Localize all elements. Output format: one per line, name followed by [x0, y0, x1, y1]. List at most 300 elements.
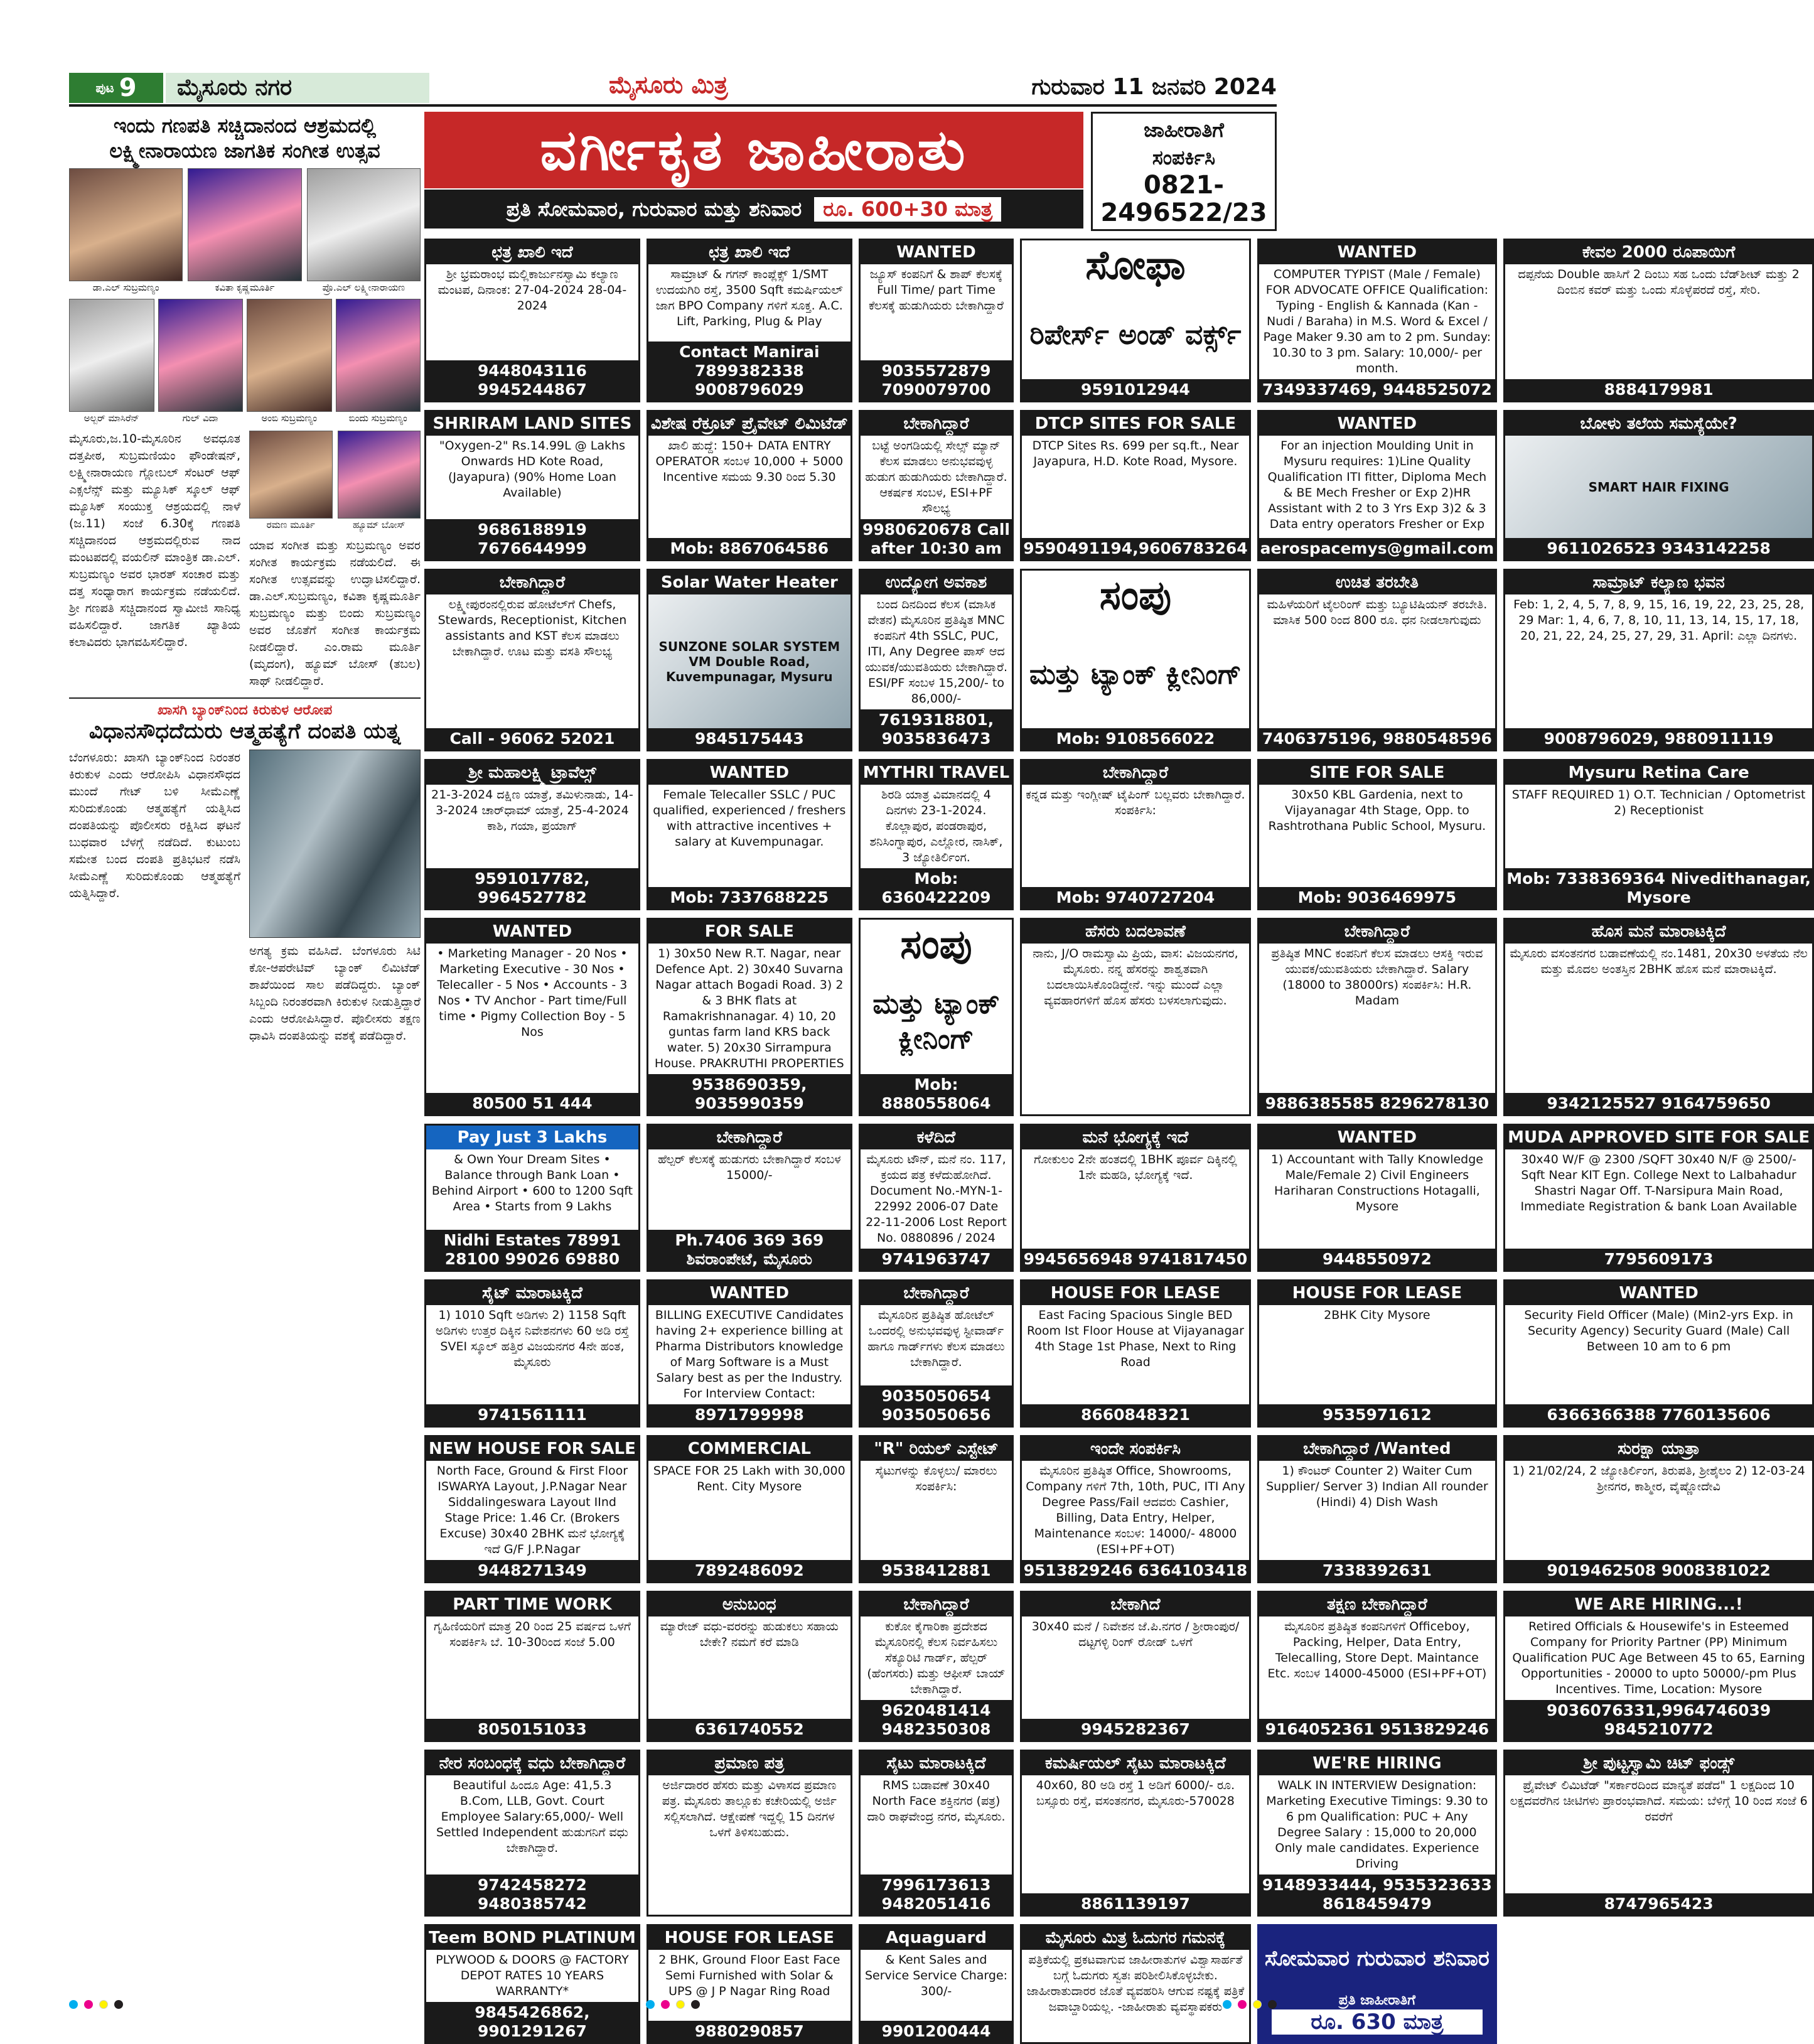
- publication-days: ಪ್ರತಿ ಸೋಮವಾರ, ಗುರುವಾರ ಮತ್ತು ಶನಿವಾರ: [506, 196, 802, 221]
- classifieds-subtitle-bar: [424, 190, 1083, 229]
- ad-title: ಸೋಫಾ: [1085, 242, 1186, 289]
- ad-body: ದಪ್ಪನೆಯ Double ಹಾಸಿಗೆ 2 ದಿಂಬು ಸಹ ಒಂದು ಬೆಡ್‌ಶೀಟ್ ಮತ್ತು 2 ದಿಂಬಿನ ಕವರ್ ಮತ್ತು ಒಂದು ಸೊಳ್ಳೆಪರದೆ ರಸ್ತೆ, ಸೇರಿ.: [1518, 267, 1800, 297]
- ad-body: & Own Your Dream Sites • Balance through Bank Loan • Behind Airport • 600 to 1200 Sqft Area • Starts from 9 Lakhs: [431, 1153, 633, 1213]
- ad-body: ಹೆಲ್ಪರ್ ಕೆಲಸಕ್ಕೆ ಹುಡುಗರು ಬೇಕಾಗಿದ್ದಾರೆ ಸಂಬಳ 15000/-: [658, 1153, 841, 1182]
- ad-body: 2BHK City Mysore: [1324, 1308, 1430, 1322]
- ad-phone: 7795609173: [1505, 1249, 1812, 1270]
- ad-phone: 9686188919 7676644999: [426, 519, 638, 559]
- classifieds-banner: [424, 112, 1083, 231]
- artist-photo: [338, 431, 421, 519]
- artist-photo: [247, 299, 332, 412]
- ad-body: ಮಹಿಳೆಯರಿಗೆ ಟೈಲರಿಂಗ್ ಮತ್ತು ಬ್ಯೂಟಿಷಿಯನ್ ತರಬೇತಿ. ಮಾಸಿಕ 500 ರಿಂದ 800 ರೂ. ಧನ ನೀಡಲಾಗುವುದು: [1267, 598, 1488, 627]
- ad-title: ಮೈಸೂರು ಮಿತ್ರ ಓದುಗರ ಗಮನಕ್ಕೆ: [1022, 1926, 1248, 1950]
- ad-body: ಪ್ರೈವೇಟ್ ಲಿಮಿಟೆಡ್ "ಸರ್ಕಾರದಿಂದ ಮಾನ್ಯತೆ ಪಡೆದ" 1 ಲಕ್ಷದಿಂದ 10 ಲಕ್ಷದವರೆಗಿನ ಚೀಟಿಗಳು ಪ್ರಾರಂಭವಾಗಿದೆ. ಸಮಯ: ಬೆಳಿಗ್ಗೆ 10 ರಿಂದ ಸಂಜೆ 6 ರವರೆಗೆ: [1510, 1778, 1808, 1824]
- ad-title: SITE FOR SALE: [1259, 761, 1495, 785]
- contact-phone: 2496522/23: [1100, 198, 1267, 227]
- ad-body: Security Field Officer (Male) (Min2-yrs Exp. in Security Agency) Security Guard (Male) Call Between 10 am to 6 pm: [1524, 1308, 1793, 1353]
- classified-ad: [1503, 1591, 1814, 1742]
- ad-phone: 9611026523 9343142258: [1505, 538, 1812, 559]
- ad-phone: 7338392631: [1259, 1560, 1495, 1581]
- ad-body: SPACE FOR 25 Lakh with 30,000 Rent. City Mysore: [653, 1464, 845, 1493]
- classified-ad: [647, 918, 852, 1116]
- ad-body: PLYWOOD & DOORS @ FACTORY DEPOT RATES 10 YEARS WARRANTY*: [436, 1953, 629, 1998]
- ad-title: ಬೇಕಾಗಿದ್ದಾರೆ: [861, 1281, 1012, 1305]
- classified-ad: [424, 239, 640, 402]
- artist-photo: [249, 431, 333, 519]
- ad-phone: Mob: 9740727204: [1022, 887, 1248, 908]
- ad-phone: 8861139197: [1022, 1893, 1248, 1915]
- ad-title: WE ARE HIRING...!: [1505, 1593, 1812, 1616]
- ad-body: 2 BHK, Ground Floor East Face Semi Furnished with Solar & UPS @ J P Nagar Ring Road: [658, 1953, 840, 1998]
- registration-dot: [84, 2000, 93, 2009]
- photo-caption: ಬಿಂದು ಸುಬ್ರಮಣ್ಯಂ: [348, 412, 407, 424]
- photo-row-1: [69, 168, 421, 295]
- classified-ad: [424, 569, 640, 751]
- ad-phone: 9886385585 8296278130: [1259, 1093, 1495, 1114]
- ad-body: ಕನ್ನಡ ಮತ್ತು ಇಂಗ್ಲೀಷ್ ಟೈಪಿಂಗ್ ಬಲ್ಲವರು ಬೇಕಾಗಿದ್ದಾರೆ. ಸಂಪರ್ಕಿಸಿ:: [1026, 788, 1245, 817]
- ad-phone: 9742458272 9480385742: [426, 1875, 638, 1915]
- ad-body: ಪತ್ರಿಕೆಯಲ್ಲಿ ಪ್ರಕಟವಾಗುವ ಜಾಹೀರಾತುಗಳ ವಿಶ್ವಾಸಾರ್ಹತೆ ಬಗ್ಗೆ ಓದುಗರು ಸ್ವತಃ ಪರಿಶೀಲಿಸಿಕೊಳ್ಳಬೇಕು. ಜಾಹೀರಾತುದಾರರ ಜೊತೆ ವ್ಯವಹರಿಸಿ ಆಗುವ ನಷ್ಟಕ್ಕೆ ಪತ್ರಿಕೆ ಜವಾಬ್ದಾರಿಯಲ್ಲ. -ಜಾಹೀರಾತು ವ್ಯವಸ್ಥಾಪಕರು: [1026, 1953, 1245, 2014]
- story-columns-2: [69, 745, 421, 1045]
- ad-phone: 7892486092: [648, 1560, 851, 1581]
- ad-title: ಸೈಟು ಮಾರಾಟಕ್ಕಿದೆ: [861, 1751, 1012, 1775]
- classified-ad: [859, 1591, 1014, 1742]
- ad-body: ಮೈಸೂರಿನ ಪ್ರತಿಷ್ಠಿತ ಕಂಪನಿಗಳಿಗೆ Officeboy, Packing, Helper, Data Entry, Telecalling, Store Dept. Maintance Etc. ಸಂಬಳ 14000-45000 (ESI+PF+OT): [1267, 1620, 1487, 1681]
- ad-body: "Oxygen-2" Rs.14.99L @ Lakhs Onwards HD Kote Road, (Jayapura) (90% Home Loan Available): [439, 439, 625, 500]
- ad-phone: 9901200444: [861, 2021, 1012, 2042]
- classified-ad: [859, 1124, 1014, 1272]
- classified-ad: [647, 1924, 852, 2044]
- ad-phone: 9036076331,9964746039 9845210772: [1505, 1700, 1812, 1740]
- registration-dot: [646, 2000, 655, 2009]
- classified-ad: [1503, 1750, 1814, 1917]
- ad-body: ಮ್ಯಾರೇಜ್ ವಧು-ವರರನ್ನು ಹುಡುಕಲು ಸಹಾಯ ಬೇಕೇ? ನಮಗೆ ಕರೆ ಮಾಡಿ: [660, 1620, 839, 1649]
- classified-ad: [1257, 1279, 1497, 1428]
- story-text: ಬೆಂಗಳೂರು: ಖಾಸಗಿ ಬ್ಯಾಂಕ್‌ನಿಂದ ನಿರಂತರ ಕಿರುಕುಳ ಎಂದು ಆರೋಪಿಸಿ ವಿಧಾನಸೌಧದ ಮುಂದೆ ಗೇಟ್ ಬಳಿ ಸೀಮೆಎಣ್ಣೆ ಸುರಿದುಕೊಂಡು ಆತ್ಮಹತ್ಯೆಗೆ ಯತ್ನಿಸಿದ ದಂಪತಿಯನ್ನು ಪೊಲೀಸರು ರಕ್ಷಿಸಿದ ಘಟನೆ ಬುಧವಾರ ಬೆಳಗ್ಗೆ ನಡೆದಿದೆ. ಕುಟುಂಬ ಸಮೇತ ಬಂದ ದಂಪತಿ ಪ್ರತಿಭಟನೆ ನಡೆಸಿ ಸೀಮೆಎಣ್ಣೆ ಸುರಿದುಕೊಂಡು ಆತ್ಮಹತ್ಯೆಗೆ ಯತ್ನಿಸಿದ್ದಾರೆ.: [69, 751, 240, 900]
- ad-body: ಬಂದ ದಿನದಿಂದ ಕೆಲಸ (ಮಾಸಿಕ ವೇತನ) ಮೈಸೂರಿನ ಪ್ರತಿಷ್ಠಿತ MNC ಕಂಪನಿಗೆ 4th SSLC, PUC, ITI, Any Degree ಪಾಸ್ ಆದ ಯುವಕ/ಯುವತಿಯರು ಬೇಕಾಗಿದ್ದಾರೆ. ESI/PF ಸಂಬಳ 15,200/- to 86,000/-: [864, 598, 1008, 706]
- classified-ad: [647, 1435, 852, 1583]
- ad-title: ಬೇಕಾಗಿದ್ದಾರೆ /Wanted: [1259, 1437, 1495, 1461]
- ad-phone: 9448043116 9945244867: [426, 360, 638, 401]
- classified-ad: [1503, 1124, 1814, 1272]
- registration-dot: [1223, 2000, 1232, 2009]
- kicker: ಖಾಸಗಿ ಬ್ಯಾಂಕ್‌ನಿಂದ ಕಿರುಕುಳ ಆರೋಪ: [69, 697, 421, 718]
- ad-title: COMMERCIAL: [648, 1437, 851, 1461]
- classified-ad: [859, 239, 1014, 402]
- ad-title: HOUSE FOR LEASE: [1259, 1281, 1495, 1305]
- registration-dot: [69, 2000, 78, 2009]
- ad-title: ಸಂಪು: [1099, 572, 1172, 619]
- classified-ad: [647, 1750, 852, 1917]
- classified-ad: [1503, 1279, 1814, 1428]
- ad-phone: 9538690359, 9035990359: [648, 1074, 851, 1114]
- ad-phone: Mob: 7337688225: [648, 887, 851, 908]
- ad-title: WANTED: [1259, 412, 1495, 436]
- classified-ad: [859, 1435, 1014, 1583]
- photo-caption: ಪ್ರೊ.ಎಲ್ ಲಕ್ಷ್ಮೀನಾರಾಯಣ: [322, 282, 405, 293]
- page-number-box: [69, 73, 163, 103]
- ad-title: Pay Just 3 Lakhs: [426, 1126, 638, 1149]
- ad-phone: 9448271349: [426, 1560, 638, 1581]
- photo-caption: ಹ್ಯೂಮ್ ಬೋಸ್: [353, 519, 405, 530]
- classified-ad: [1503, 569, 1814, 751]
- ad-title: FOR SALE: [648, 920, 851, 944]
- ad-title: ಕಳೆದಿದೆ: [861, 1126, 1012, 1149]
- ad-body: East Facing Spacious Single BED Room Ist Floor House at Vijayanagar 4th Stage 1st Phase, Next to Ring Road: [1026, 1308, 1244, 1369]
- ad-body: & Kent Sales and Service Service Charge: 300/-: [864, 1953, 1008, 1998]
- classified-ad: [1503, 410, 1814, 561]
- ad-body: Female Telecaller SSLC / PUC qualified, experienced / freshers with attractive incentives + salary at Kuvempunagar.: [653, 788, 846, 849]
- registration-dot: [676, 2000, 685, 2009]
- ad-phone: 9591017782, 9964527782: [426, 868, 638, 908]
- ad-title: WANTED: [648, 1281, 851, 1305]
- ad-title: ಶ್ರೀ ಮಹಾಲಕ್ಷ್ಮಿ ಟ್ರಾವೆಲ್ಸ್: [426, 761, 638, 785]
- ad-body: ಶಿರಡಿ ಯಾತ್ರ ವಿಮಾನದಲ್ಲಿ 4 ದಿನಗಳು 23-1-2024. ಕೊಲ್ಲಾಪುರ, ಪಂಡರಾಪುರ, ಶನಿಸಿಂಗ್ನಾಪುರ, ಎಲ್ಲೋರ, ನಾಸಿಕ್, 3 ಜ್ಯೋತಿರ್ಲಿಂಗ.: [869, 788, 1003, 864]
- ad-body: ಮೈಸೂರಿನ ಪ್ರತಿಷ್ಠಿತ Office, Showrooms, Company ಗಳಿಗೆ 7th, 10th, PUC, ITI Any Degree Pass/Fail ಆದವರು Cashier, Billing, Data Entry, Helper, Maintenance ಸಂಬಳ: 14000/- 48000 (ESI+PF+OT): [1026, 1464, 1245, 1556]
- ad-title: ನೇರ ಸಂಬಂಧಕ್ಕೆ ವಧು ಬೇಕಾಗಿದ್ದಾರೆ: [426, 1751, 638, 1775]
- ad-phone: 9538412881: [861, 1560, 1012, 1581]
- registration-dot: [1253, 2000, 1262, 2009]
- ad-title: ತಕ್ಷಣ ಬೇಕಾಗಿದ್ದಾರೆ: [1259, 1593, 1495, 1616]
- classified-ad: [647, 239, 852, 402]
- photo-caption: ಅಲ್ಬರ್ ಮಾಸಿರೆನ್: [83, 412, 139, 424]
- ad-phone: Mob: 9036469975: [1259, 887, 1495, 908]
- ad-phone: Mob: 8867064586: [648, 538, 851, 559]
- classified-ad: [1257, 410, 1497, 561]
- ad-body: ಸೈಟುಗಳನ್ನು ಕೊಳ್ಳಲು/ ಮಾರಲು ಸಂಪರ್ಕಿಸಿ:: [875, 1464, 997, 1493]
- photo-row-3: [249, 431, 421, 532]
- ad-title: ಪ್ರಮಾಣ ಪತ್ರ: [648, 1751, 851, 1775]
- color-registration-dots: [69, 2000, 123, 2009]
- ad-body: BILLING EXECUTIVE Candidates having 2+ experience billing at Pharma Distributors knowledge of Marg Software is a Must Salary best as per the Industry. For Interview Contact:: [655, 1308, 844, 1401]
- ad-title: ಬೇಕಾಗಿದ್ದಾರೆ: [426, 571, 638, 594]
- classified-ad: [1257, 1591, 1497, 1742]
- classified-ad: [647, 1591, 852, 1742]
- classifieds-contact-box: [1091, 112, 1277, 231]
- story-columns-1: [69, 426, 421, 690]
- ad-body: For an injection Moulding Unit in Mysuru requires: 1)Line Quality Qualification ITI fitter, Diploma Mech & BE Mech Fresher or Exp 2)HR Assistant with 2 to 3 Yrs Exp 3)2 & 3 Data entry operators Fresher or Exp: [1267, 439, 1487, 531]
- ad-body: 1) ಕೌಂಟರ್ Counter 2) Waiter Cum Supplier/ Server 3) Indian All rounder (Hindi) 4) Dish Wash: [1266, 1464, 1488, 1509]
- classified-ad: [1020, 918, 1250, 1116]
- ad-title: WANTED: [1505, 1281, 1812, 1305]
- artist-photo: [307, 168, 421, 281]
- classified-ad: [1257, 1435, 1497, 1583]
- headline-music-festival: ಇಂದು ಗಣಪತಿ ಸಚ್ಚಿದಾನಂದ ಆಶ್ರಮದಲ್ಲಿ ಲಕ್ಷ್ಮೀನಾರಾಯಣ ಜಾಗತಿಕ ಸಂಗೀತ ಉತ್ಸವ: [109, 114, 380, 163]
- ad-body: Feb: 1, 2, 4, 5, 7, 8, 9, 15, 16, 19, 22, 23, 25, 28, 29 Mar: 1, 4, 6, 7, 8, 10, 11, 13, 14, 15, 17, 18, 20, 21, 22, 24, 25, 27, 29, 31. April: ಎಲ್ಲಾ ದಿನಗಳು.: [1513, 598, 1805, 643]
- classified-ad: [1020, 239, 1250, 402]
- classified-ad: [1020, 759, 1250, 910]
- ad-body: WALK IN INTERVIEW Designation: Marketing Executive Timings: 9.30 to 6 pm Qualification: PUC + Any Degree Salary : 15,000 to 20,000 Only male candidates. Experience Driving: [1266, 1778, 1488, 1871]
- classified-ad: [424, 410, 640, 561]
- ad-body: ಖಾಲಿ ಹುದ್ದೆ: 150+ DATA ENTRY OPERATOR ಸಂಬಳ 10,000 + 5000 Incentive ಸಮಯ 9.30 ರಿಂದ 5.30: [655, 439, 844, 484]
- classified-ad: [859, 759, 1014, 910]
- ad-title: ಅನುಬಂಧ: [648, 1593, 851, 1616]
- ad-title: SHRIRAM LAND SITES: [426, 412, 638, 436]
- ad-title: ಶ್ರೀ ಪುಟ್ಟಸ್ವಾಮಿ ಚಿಟ್ ಫಂಡ್ಸ್: [1505, 1751, 1812, 1775]
- story-text: ಮೈಸೂರು,ಜ.10-ಮೈಸೂರಿನ ಅವಧೂತ ದತ್ತಪೀಠ, ಸುಬ್ರಮಣಿಯಂ ಫೌಂಡೇಷನ್, ಲಕ್ಷ್ಮೀನಾರಾಯಣ ಗ್ಲೋಬಲ್ ಸೆಂಟರ್ ಆಫ್ ಎಕ್ಸಲೆನ್ಸ್ ಮತ್ತು ಮ್ಯೂಸಿಕ್ ಸ್ಕೂಲ್ ಆಫ್ ಮ್ಯೂಸಿಕ್ ಸಂಯುಕ್ತ ಆಶ್ರಯದಲ್ಲಿ ನಾಳೆ (ಜ.11) ಸಂಜೆ 6.30ಕ್ಕೆ ಗಣಪತಿ ಸಚ್ಚಿದಾನಂದ ಆಶ್ರಮದಲ್ಲಿರುವ ನಾದ ಮಂಟಪದಲ್ಲಿ ವಯಲಿನ್ ಮಾಂತ್ರಿಕ ಡಾ.ಎಲ್. ಸುಬ್ರಮಣ್ಯಂ ಅವರ ಭಾರತ್ ಸಂಚಾರ ಮತ್ತು ದತ್ತ ಸಂಧ್ಯಾರಾಗ ಕಾರ್ಯಕ್ರಮ ನಡೆಯಲಿದೆ. ಶ್ರೀ ಗಣಪತಿ ಸಚ್ಚಿದಾನಂದ ಸ್ವಾಮೀಜಿ ಸಾನಿಧ್ಯ ವಹಿಸಲಿದ್ದಾರೆ. ಜಾಗತಿಕ ಖ್ಯಾತಿಯ ಕಲಾವಿದರು ಭಾಗವಹಿಸಲಿದ್ದಾರೆ.: [69, 432, 240, 649]
- ad-body: 1) 30x50 New R.T. Nagar, near Defence Apt. 2) 30x40 Suvarna Nagar attach Bogadi Road. 3) 2 & 3 BHK flats at Ramakrishnanagar. 4) 10, 20 guntas farm land KRS back water. 5) 20x30 Sirrampura House. PRAKRUTHI PROPERTIES: [654, 947, 844, 1070]
- photo-caption: ಅಂಬಿ ಸುಬ್ರಮಣ್ಯಂ: [261, 412, 318, 424]
- ad-title: Teem BOND PLATINUM: [426, 1926, 638, 1950]
- ad-phone: 80500 51 444: [426, 1093, 638, 1114]
- ad-title: ಹೊಸ ಮನೆ ಮಾರಾಟಕ್ಕಿದೆ: [1505, 920, 1812, 944]
- page-label: ಪುಟ: [95, 80, 114, 95]
- ad-title: HOUSE FOR LEASE: [1022, 1281, 1248, 1305]
- classified-ad: [1020, 410, 1250, 561]
- classified-ad: [424, 1750, 640, 1917]
- ad-phone: 8660848321: [1022, 1404, 1248, 1426]
- classifieds-title: ವರ್ಗೀಕೃತ ಜಾಹೀರಾತು: [424, 112, 1083, 188]
- ad-body: ಮೈಸೂರಿನ ಪ್ರತಿಷ್ಠಿತ ಹೋಟೆಲ್ ಒಂದರಲ್ಲಿ ಅನುಭವವುಳ್ಳ ಸ್ಟೀವಾರ್ಡ್ ಹಾಗೂ ಗಾರ್ಡ್‌ಗಳು ಕೆಲಸ ಮಾಡಲು ಬೇಕಾಗಿದ್ದಾರೆ.: [867, 1308, 1005, 1369]
- classified-ad: [647, 1279, 852, 1428]
- ad-phone: aerospacemys@gmail.com: [1259, 538, 1495, 559]
- color-registration-dots: [1223, 2000, 1277, 2009]
- ad-title: PART TIME WORK: [426, 1593, 638, 1616]
- ad-body: SMART HAIR FIXING: [1505, 436, 1812, 538]
- ad-body: ಮೈಸೂರು ವಸಂತನಗರ ಬಡಾವಣೆಯಲ್ಲಿ ನಂ.1481, 20x30 ಅಳತೆಯ ನೆಲ ಮತ್ತು ಮೊದಲ ಅಂತಸ್ತಿನ 2BHK ಹೊಸ ಮನೆ ಮಾರಾಟಕ್ಕಿದೆ.: [1510, 947, 1808, 976]
- classified-ad: [1257, 1124, 1497, 1272]
- photo-caption: ಗುಲ್ ವಿದಾ: [182, 412, 218, 424]
- ad-body: RMS ಬಡಾವಣೆ 30x40 North Face ಶಕ್ತಿನಗರ (ಪತ್ರ) ದಾರಿ ರಾಘವೇಂದ್ರ ನಗರ, ಮೈಸೂರು.: [867, 1778, 1006, 1824]
- ad-phone: 9880290857: [648, 2021, 851, 2042]
- ad-body: COMPUTER TYPIST (Male / Female) FOR ADVOCATE OFFICE Qualification: Typing - English & Kannada (Kan - Nudi / Baraha) in M.S. Word & Excel / Page Maker 9.30 am to 2 pm. Sunday: 10.30 to 3 pm. Salary: 10,000/- per month.: [1263, 267, 1491, 375]
- ad-phone: 9448550972: [1259, 1249, 1495, 1270]
- photo-row-2: [69, 299, 421, 426]
- news-photo: [249, 750, 421, 938]
- ad-title: ಉದ್ಯೋಗ ಅವಕಾಶ: [861, 571, 1012, 594]
- ad-phone: 9845175443: [648, 728, 851, 750]
- contact-phone: 0821-: [1144, 171, 1224, 200]
- ad-title: Mysuru Retina Care: [1505, 761, 1812, 785]
- ad-body: ಬಟ್ಟೆ ಅಂಗಡಿಯಲ್ಲಿ ಸೇಲ್ಸ್ ಮ್ಯಾನ್ ಕೆಲಸ ಮಾಡಲು ಅನುಭವವುಳ್ಳ ಹುಡುಗ ಹುಡುಗಿಯರು ಬೇಕಾಗಿದ್ದಾರೆ. ಆಕರ್ಷಕ ಸಂಬಳ, ESI+PF ಸೌಲಭ್ಯ: [865, 439, 1007, 515]
- photo-caption: ಡಾ.ಎಲ್ ಸುಬ್ರಮಣ್ಯಂ: [92, 282, 159, 293]
- ad-phone: 6366366388 7760135606: [1505, 1404, 1812, 1426]
- ad-title: ಬೇಕಾಗಿದ್ದಾರೆ: [1022, 761, 1248, 785]
- ad-phone: Call - 96062 52021: [426, 728, 638, 750]
- photo-caption: ಕವಿತಾ ಕೃಷ್ಣಮೂರ್ತಿ: [215, 282, 275, 293]
- ad-title: NEW HOUSE FOR SALE: [426, 1437, 638, 1461]
- ad-title: Aquaguard: [861, 1926, 1012, 1950]
- classified-ad: [1503, 1435, 1814, 1583]
- classified-ad: [1257, 1924, 1497, 2044]
- ad-phone: 9342125527 9164759650: [1505, 1093, 1812, 1114]
- classified-ad: [647, 1124, 852, 1272]
- ad-body: Beautiful ಹಿಂದೂ Age: 41,5.3 B.Com, LLB, Govt. Court Employee Salary:65,000/- Well Settled Independent ಹುಡುಗನಿಗೆ ವಧು ಬೇಕಾಗಿದ್ದಾರೆ.: [436, 1778, 628, 1855]
- promo-subtitle: ಪ್ರತಿ ಜಾಹೀರಾತಿಗೆ: [1259, 1991, 1495, 2009]
- ad-title: ಛತ್ರ ಖಾಲಿ ಇದೆ: [426, 240, 638, 264]
- ad-title: ಬೇಕಾಗಿದ್ದಾರೆ: [1259, 920, 1495, 944]
- classified-ad: [1503, 918, 1814, 1116]
- registration-dot: [114, 2000, 123, 2009]
- ad-title: MYTHRI TRAVEL: [861, 761, 1012, 785]
- ad-body: ಶ್ರೀ ಭ್ರಮರಾಂಭ ಮಲ್ಲಿಕಾರ್ಜುನಸ್ವಾಮಿ ಕಲ್ಯಾಣ ಮಂಟಪ, ದಿನಾಂಕ: 27-04-2024 28-04-2024: [437, 267, 627, 313]
- registration-dot: [691, 2000, 700, 2009]
- story-text: ಅಗತ್ಯ ಕ್ರಮ ವಹಿಸಿದೆ. ಬೆಂಗಳೂರು ಸಿಟಿ ಕೋ-ಆಪರೇಟಿವ್ ಬ್ಯಾಂಕ್ ಲಿಮಿಟೆಡ್ ಶಾಖೆಯಿಂದ ಸಾಲ ಪಡೆದಿದ್ದರು. ಬ್ಯಾಂಕ್ ಸಿಬ್ಬಂದಿ ನಿರಂತರವಾಗಿ ಕಿರುಕುಳ ನೀಡುತ್ತಿದ್ದಾರೆ ಎಂದು ಆರೋಪಿಸಿದ್ದಾರೆ. ಪೊಲೀಸರು ತಕ್ಷಣ ಧಾವಿಸಿ ದಂಪತಿಯನ್ನು ವಶಕ್ಕೆ ಪಡೆದಿದ್ದಾರೆ.: [249, 944, 421, 1043]
- ad-phone: 9980620678 Call after 10:30 am: [861, 519, 1012, 559]
- ad-title: ವಿಶೇಷ ರೆಕ್ರೂಟ್ ಪ್ರೈವೇಟ್ ಲಿಮಿಟೆಡ್: [648, 412, 851, 436]
- ad-body: 1) 1010 Sqft ಅಡಿಗಳು 2) 1158 Sqft ಅಡಿಗಳು ಉತ್ತರ ದಿಕ್ಕಿನ ನಿವೇಶನಗಳು 60 ಅಡಿ ರಸ್ತೆ SVEI ಸ್ಕೂಲ್ ಹತ್ತಿರ ವಿಜಯನಗರ 4ನೇ ಹಂತ, ಮೈಸೂರು: [435, 1308, 629, 1369]
- classified-ad: [1503, 759, 1814, 910]
- ad-title: ಮನೆ ಭೋಗ್ಯಕ್ಕೆ ಇದೆ: [1022, 1126, 1248, 1149]
- ad-phone: 9590491194,9606783264: [1022, 538, 1248, 559]
- color-registration-dots: [646, 2000, 700, 2009]
- ad-body: ಪ್ರತಿಷ್ಠಿತ MNC ಕಂಪನಿಗೆ ಕೆಲಸ ಮಾಡಲು ಆಸಕ್ತಿ ಇರುವ ಯುವಕ/ಯುವತಿಯರು ಬೇಕಾಗಿದ್ದಾರೆ. Salary (18000 to 38000rs) ಸಂಪರ್ಕಿಸಿ: H.R. Madam: [1271, 947, 1483, 1008]
- ad-phone: 8884179981: [1505, 379, 1812, 401]
- ad-body: 30x40 ಮನೆ / ನಿವೇಶನ ಜೆ.ಪಿ.ನಗರ / ಶ್ರೀರಾಂಪುರ/ ದಟ್ಟಗಳ್ಳಿ ರಿಂಗ್ ರೋಡ್ ಒಳಗೆ: [1031, 1620, 1240, 1649]
- classified-ad: [424, 1924, 640, 2044]
- classified-ad: [859, 1750, 1014, 1917]
- ad-phone: 6361740552: [648, 1719, 851, 1740]
- classified-ad: [1020, 1435, 1250, 1583]
- ad-phone: 9945656948 9741817450: [1022, 1249, 1248, 1270]
- classified-ad: [424, 759, 640, 910]
- registration-dot: [661, 2000, 670, 2009]
- classified-ad: [1020, 1124, 1250, 1272]
- ad-phone: 9741561111: [426, 1404, 638, 1426]
- ad-phone: Nidhi Estates 78991 28100 99026 69880: [426, 1230, 638, 1270]
- masthead-logo: ಮೈಸೂರು ಮಿತ್ರ: [609, 70, 728, 99]
- headline-suicide-attempt: ವಿಧಾನಸೌಧದೆದುರು ಆತ್ಮಹತ್ಯೆಗೆ ದಂಪತಿ ಯತ್ನ: [89, 719, 401, 744]
- ad-body: North Face, Ground & First Floor ISWARYA Layout, J.P.Nagar Near Siddalingeswara Layout IInd Stage Price: 1.46 Cr. (Brokers Excuse) 30x40 2BHK ಮನೆ ಭೋಗ್ಯಕ್ಕೆ ಇದೆ G/F J.P.Nagar: [436, 1464, 628, 1556]
- ad-phone: 7406375196, 9880548596: [1259, 728, 1495, 750]
- ad-body: ಮತ್ತು ಟ್ಯಾಂಕ್ ಕ್ಲೀನಿಂಗ್: [1029, 658, 1242, 691]
- ad-phone: 9035050654 9035050656: [861, 1385, 1012, 1426]
- ad-phone: 9535971612: [1259, 1404, 1495, 1426]
- ad-phone: 9591012944: [1022, 379, 1248, 401]
- classified-ad: [424, 918, 640, 1116]
- ad-title: WANTED: [426, 920, 638, 944]
- ad-phone: 9008796029, 9880911119: [1505, 728, 1812, 750]
- ad-title: ಬೇಕಾಗಿದ್ದಾರೆ: [861, 412, 1012, 436]
- classified-ad: [647, 410, 852, 561]
- classified-ad: [1020, 1750, 1250, 1917]
- ad-phone: Mob: 6360422209: [861, 868, 1012, 908]
- classified-ad: [1020, 569, 1250, 751]
- ad-title: ಹೆಸರು ಬದಲಾವಣೆ: [1022, 920, 1248, 944]
- ad-body: ಮತ್ತು ಟ್ಯಾಂಕ್ ಕ್ಲೀನಿಂಗ್: [872, 988, 1000, 1055]
- ad-body: 21-3-2024 ದಕ್ಷಿಣ ಯಾತ್ರೆ, ತಮಿಳುನಾಡು, 14-3-2024 ಚಾರ್‌ಧಾಮ್ ಯಾತ್ರೆ, 25-4-2024 ಕಾಶಿ, ಗಯಾ, ಪ್ರಯಾಗ್: [431, 788, 633, 833]
- classified-ad: [1020, 1591, 1250, 1742]
- classified-ad: [1020, 1279, 1250, 1428]
- ad-title: ಸಂಪು: [900, 921, 972, 968]
- ad-title: DTCP SITES FOR SALE: [1022, 412, 1248, 436]
- ad-body: SUNZONE SOLAR SYSTEM VM Double Road, Kuvempunagar, Mysuru: [648, 594, 851, 728]
- classified-ad: [1257, 239, 1497, 402]
- artist-photo: [69, 168, 183, 281]
- classified-ad: [859, 1924, 1014, 2044]
- classified-ad: [1257, 918, 1497, 1116]
- registration-dot: [1238, 2000, 1247, 2009]
- ad-phone: 9035572879 7090079700: [861, 360, 1012, 401]
- ad-title: ಬೋಳು ತಲೆಯ ಸಮಸ್ಯೆಯೇ?: [1505, 412, 1812, 436]
- page-number: 9: [119, 73, 137, 102]
- ad-phone: 8747965423: [1505, 1893, 1812, 1915]
- ad-body: ಗೋಕುಲಂ 2ನೇ ಹಂತದಲ್ಲಿ 1BHK ಪೂರ್ವ ದಿಕ್ಕಿನಲ್ಲಿ 1ನೇ ಮಹಡಿ, ಭೋಗ್ಯಕ್ಕೆ ಇದೆ.: [1034, 1153, 1237, 1182]
- ad-body: ಲಕ್ಷ್ಮೀಪುರಂನಲ್ಲಿರುವ ಹೋಟೆಲ್‌ಗೆ Chefs, Stewards, Receptionist, Kitchen assistants and KST ಕೆಲಸ ಮಾಡಲು ಬೇಕಾಗಿದ್ದಾರೆ. ಊಟ ಮತ್ತು ವಸತಿ ಸೌಲಭ್ಯ: [437, 598, 627, 659]
- ad-title: ಬೇಕಾಗಿದೆ: [1022, 1593, 1248, 1616]
- artist-photo: [158, 299, 244, 412]
- ad-body: ಗೃಹಿಣಿಯರಿಗೆ ಮಾತ್ರ 20 ರಿಂದ 25 ವರ್ಷದ ಒಳಗೆ ಸಂಪರ್ಕಿಸಿ ಬೆ. 10-30ರಿಂದ ಸಂಜೆ 5.00: [433, 1620, 631, 1649]
- ad-phone: Contact Manirai 7899382338 9008796029: [648, 342, 851, 401]
- ad-title: ಕೇವಲ 2000 ರೂಪಾಯಿಗೆ: [1505, 240, 1812, 264]
- ad-title: ಉಚಿತ ತರಬೇತಿ: [1259, 571, 1495, 594]
- ad-body: 30x40 W/F @ 2300 /SQFT 30x40 N/F @ 2500/- Sqft Near KIT Egn. College Next to Lalbahadur Shastri Nagar Off. T-Narsipura Main Road, Immediate Registration & bank Loan Available: [1520, 1153, 1797, 1213]
- ad-phone: 8971799998: [648, 1404, 851, 1426]
- classified-ad: [424, 1124, 640, 1272]
- classified-ad: [647, 569, 852, 751]
- ad-phone: 9620481414 9482350308: [861, 1700, 1012, 1740]
- ad-phone: 9164052361 9513829246: [1259, 1719, 1495, 1740]
- ad-body: ಅರ್ಜಿದಾರರ ಹೆಸರು ಮತ್ತು ವಿಳಾಸದ ಪ್ರಮಾಣ ಪತ್ರ. ಮೈಸೂರು ತಾಲ್ಲೂಕು ಕಚೇರಿಯಲ್ಲಿ ಅರ್ಜಿ ಸಲ್ಲಿಸಲಾಗಿದೆ. ಆಕ್ಷೇಪಣೆ ಇದ್ದಲ್ಲಿ 15 ದಿನಗಳ ಒಳಗೆ ತಿಳಿಸಬಹುದು.: [662, 1778, 837, 1839]
- ad-body: DTCP Sites Rs. 699 per sq.ft., Near Jayapura, H.D. Kote Road, Mysore.: [1032, 439, 1239, 468]
- artist-photo: [336, 299, 421, 412]
- promo-days: ಸೋಮವಾರ ಗುರುವಾರ ಶನಿವಾರ: [1259, 1926, 1495, 1991]
- ad-phone: Mob: 9108566022: [1022, 728, 1248, 750]
- ad-phone: 9741963747: [861, 1249, 1012, 1270]
- ad-body: • Marketing Manager - 20 Nos • Marketing Executive - 30 Nos • Telecaller - 5 Nos • Accounts - 3 Nos • TV Anchor - Part time/Full time • Pigmy Collection Boy - 5 Nos: [437, 947, 628, 1039]
- ad-phone: 7996173613 9482051416: [861, 1875, 1012, 1915]
- classified-ads-grid: [424, 239, 1811, 2040]
- ad-title: WANTED: [1259, 240, 1495, 264]
- ad-title: MUDA APPROVED SITE FOR SALE: [1505, 1126, 1812, 1149]
- ad-phone: Mob: 7338369364 Nivedithanagar, Mysore: [1505, 868, 1812, 908]
- classified-ad: [424, 1435, 640, 1583]
- classified-ad: [1503, 239, 1814, 402]
- artist-photo: [69, 299, 154, 412]
- story-text: ಯಾವ ಸಂಗೀತ ಮತ್ತು ಸುಬ್ರಮಣ್ಯಂ ಅವರ ಸಂಗೀತ ಕಾರ್ಯಕ್ರಮ ನಡೆಯಲಿದೆ. ಈ ಸಂಗೀತ ಉತ್ಸವವನ್ನು ಉದ್ಘಾಟಿಸಲಿದ್ದಾರೆ. ಡಾ.ಎಲ್.ಸುಬ್ರಮಣ್ಯಂ, ಕವಿತಾ ಕೃಷ್ಣಮೂರ್ತಿ ಸುಬ್ರಮಣ್ಯಂ ಮತ್ತು ಬಿಂದು ಸುಬ್ರಮಣ್ಯಂ ಅವರ ಜೊತೆಗೆ ಸಂಗೀತ ಕಾರ್ಯಕ್ರಮ ನೀಡಲಿದ್ದಾರೆ. ಎಂ.ರಾಮ ಮೂರ್ತಿ (ಮೃದಂಗ), ಹ್ಯೂಮ್ ಬೋಸ್ (ತಬಲ) ಸಾಥ್ ನೀಡಲಿದ್ದಾರೆ.: [249, 539, 421, 688]
- ad-phone: 8050151033: [426, 1719, 638, 1740]
- ad-body: ಜ್ಯೂಸ್ ಕಂಪನಿಗೆ & ಶಾಪ್ ಕೆಲಸಕ್ಕೆ Full Time/ part Time ಕೆಲಸಕ್ಕೆ ಹುಡುಗಿಯರು ಬೇಕಾಗಿದ್ದಾರೆ: [869, 267, 1004, 313]
- registration-dot: [1268, 2000, 1277, 2009]
- ad-title: WE'RE HIRING: [1259, 1751, 1495, 1775]
- ad-phone: Mob: 8880558064: [861, 1074, 1012, 1114]
- ad-title: ಇಂದೇ ಸಂಪರ್ಕಿಸಿ: [1022, 1437, 1248, 1461]
- ad-body: 30x50 KBL Gardenia, next to Vijayanagar 4th Stage, Opp. to Rashtrothana Public School, Mysuru.: [1268, 788, 1486, 833]
- ad-body: 40x60, 80 ಅಡಿ ರಸ್ತೆ 1 ಅಡಿಗೆ 6000/- ರೂ. ಬಸ್ಸೂರು ರಸ್ತೆ, ವಸಂತನಗರ, ಮೈಸೂರು-570028: [1036, 1778, 1235, 1808]
- classified-ad: [1257, 569, 1497, 751]
- classified-ad: [1020, 1924, 1250, 2044]
- ad-title: ಬೇಕಾಗಿದ್ದಾರೆ: [648, 1126, 851, 1149]
- classified-ad: [859, 918, 1014, 1116]
- ad-title: ಬೇಕಾಗಿದ್ದಾರೆ: [861, 1593, 1012, 1616]
- ad-phone: 9945282367: [1022, 1719, 1248, 1740]
- ad-body: ಕುಕೋ ಕೈಗಾರಿಕಾ ಪ್ರದೇಶದ ಮೈಸೂರಿನಲ್ಲಿ ಕೆಲಸ ನಿರ್ವಹಿಸಲು ಸೆಕ್ಯೂರಿಟಿ ಗಾರ್ಡ್, ಹೆಲ್ಪರ್ (ಹೆಂಗಸರು) ಮತ್ತು ಆಫೀಸ್ ಬಾಯ್ ಬೇಕಾಗಿದ್ದಾರೆ.: [867, 1620, 1006, 1696]
- ad-title: ಸಾಮ್ರಾಟ್ ಕಲ್ಯಾಣ ಭವನ: [1505, 571, 1812, 594]
- classified-ad: [647, 759, 852, 910]
- classified-ad: [424, 1591, 640, 1742]
- promo-rate: ರೂ. 630 ಮಾತ್ರ: [1272, 2009, 1483, 2035]
- section-name: ಮೈಸೂರು ನಗರ: [166, 73, 429, 103]
- classified-ad: [424, 1279, 640, 1428]
- ad-phone: 7619318801, 9035836473: [861, 709, 1012, 750]
- ad-title: WANTED: [861, 240, 1012, 264]
- ad-title: ಸೈಟ್ ಮಾರಾಟಕ್ಕಿದೆ: [426, 1281, 638, 1305]
- photo-caption: ರಮಣ ಮೂರ್ತಿ: [266, 519, 315, 530]
- artist-photo: [188, 168, 301, 281]
- ad-phone: 9148933444, 9535323633 8618459479: [1259, 1875, 1495, 1915]
- page-header: [69, 70, 1277, 107]
- ad-body: Retired Officials & Housewife's in Esteemed Company for Priority Partner (PP) Minimum Qualification PUC Age Between 45 to 65, Earning Opportunities - 20000 to upto 50000/-pm Plus Incentives. Time, Location: Mysore: [1512, 1620, 1805, 1696]
- ad-title: WANTED: [648, 761, 851, 785]
- classified-ad: [859, 569, 1014, 751]
- ad-body: 1) Accountant with Tally Knowledge Male/Female 2) Civil Engineers Hariharan Constructions Hotagalli, Mysore: [1270, 1153, 1483, 1213]
- classified-ad: [1257, 1750, 1497, 1917]
- contact-line: ಜಾಹೀರಾತಿಗೆ: [1144, 118, 1224, 142]
- ad-body: ಮೈಸೂರು ಟೌನ್, ಮನೆ ನಂ. 117, ಕ್ರಯದ ಪತ್ರ ಕಳೆದುಹೋಗಿದೆ. Document No.-MYN-1-22992 2006-07 Date 22-11-2006 Lost Report No. 0880896 / 2024: [866, 1153, 1007, 1245]
- classified-ad: [859, 1279, 1014, 1428]
- ad-title: ಕಮರ್ಷಿಯಲ್ ಸೈಟು ಮಾರಾಟಕ್ಕಿದೆ: [1022, 1751, 1248, 1775]
- ad-body: ನಾನು, J/O ರಾಮಸ್ವಾಮಿ ಪ್ರಿಯ, ವಾಸ: ವಿಜಯನಗರ, ಮೈಸೂರು. ನನ್ನ ಹೆಸರನ್ನು ಶಾಶ್ವತವಾಗಿ ಬದಲಾಯಿಸಿಕೊಂಡಿದ್ದೇನೆ. ಇನ್ನು ಮುಂದೆ ಎಲ್ಲಾ ವ್ಯವಹಾರಗಳಿಗೆ ಹೊಸ ಹೆಸರು ಬಳಸಲಾಗುವುದು.: [1033, 947, 1238, 1008]
